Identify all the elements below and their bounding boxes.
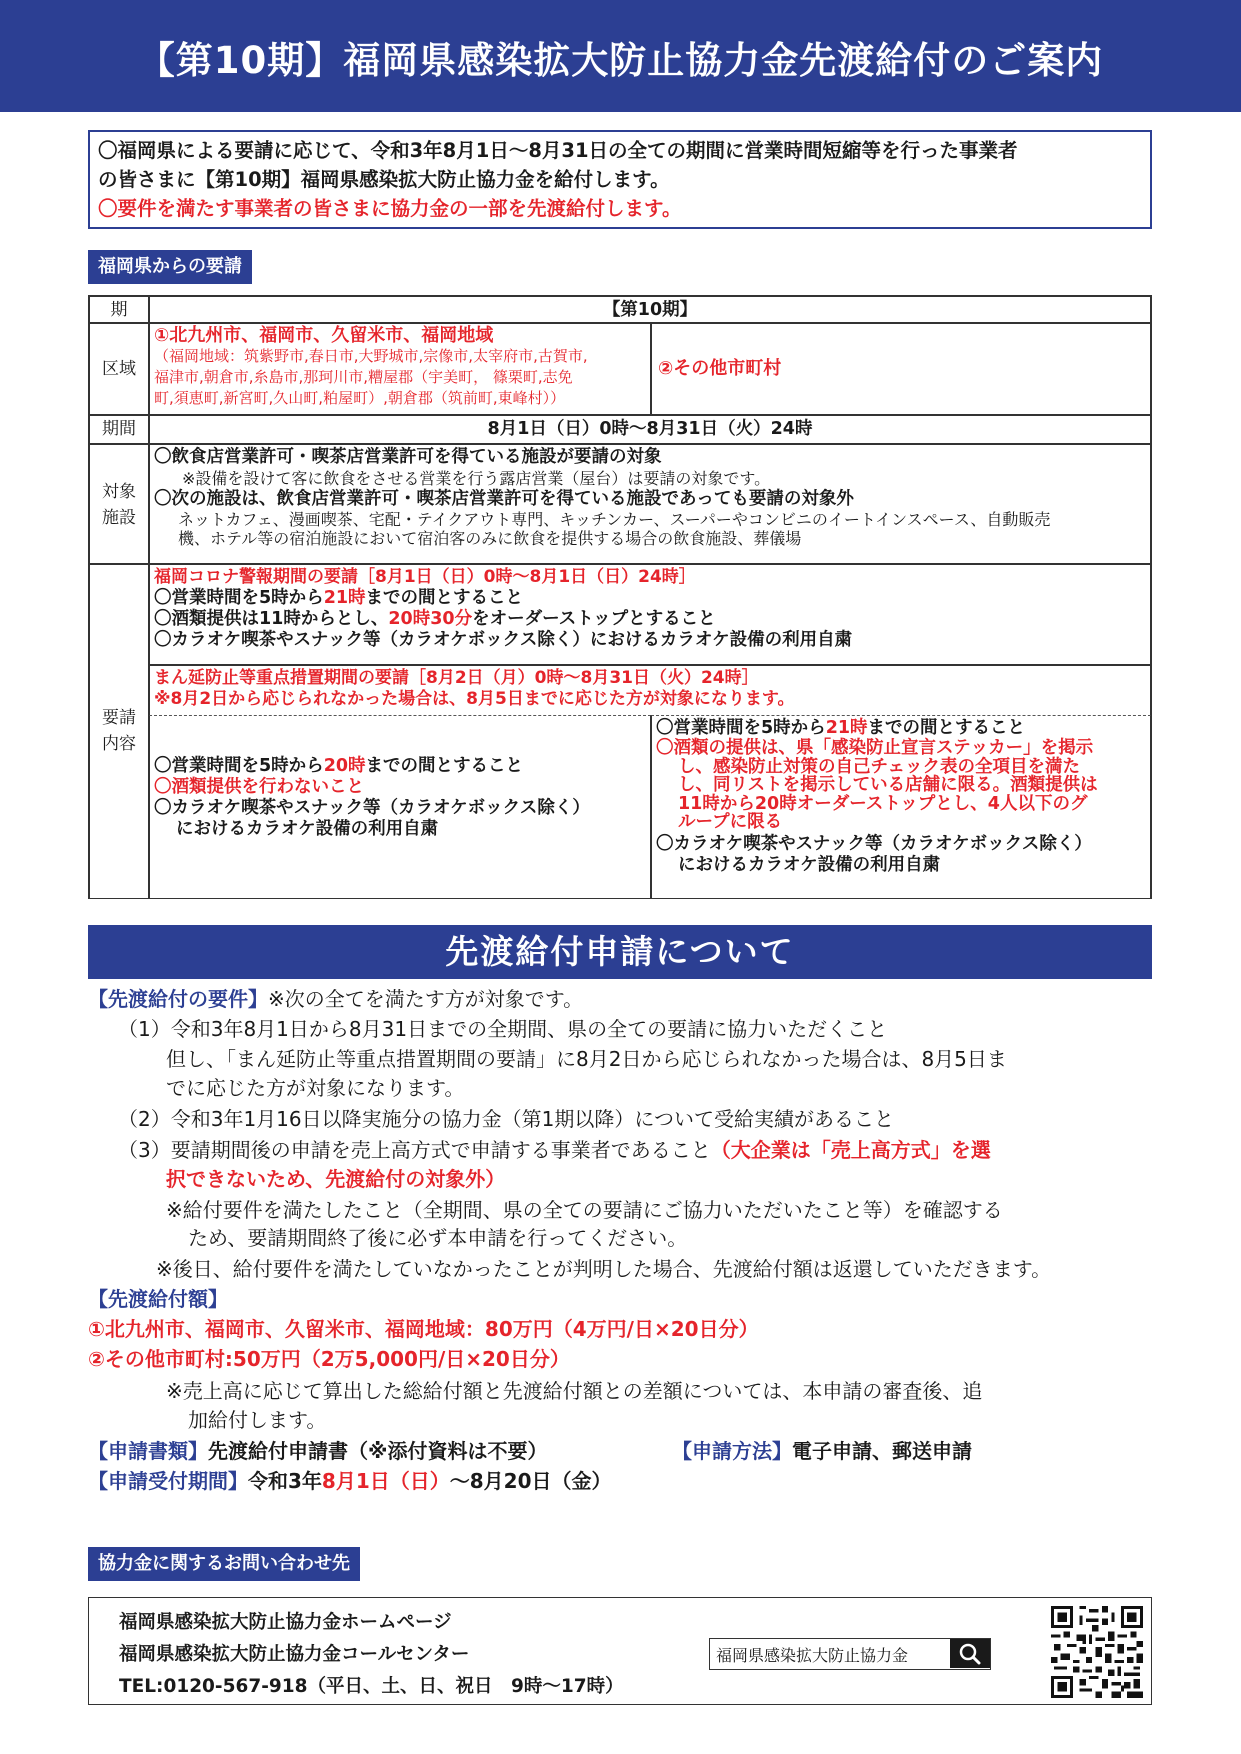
manen-right-line-1-b: 21時 — [825, 718, 868, 738]
manen-area-2-cell — [651, 715, 1151, 899]
corona-line-2-b: 20時30分 — [388, 609, 473, 629]
manen-right-line-6: ループに限る — [678, 812, 783, 832]
requirements-heading: 【先渡給付の要件】 — [88, 987, 268, 1011]
manen-title: まん延防止等重点措置期間の要請［8月2日（月）0時～8月31日（火）24時］ — [154, 668, 759, 688]
requirement-note-2: ※後日、給付要件を満たしていなかったことが判明した場合、先渡給付額は返還していただきます。 — [156, 1257, 1052, 1281]
search-box[interactable] — [709, 1638, 991, 1670]
corona-line-1-c: までの間とすること — [365, 588, 524, 608]
manen-right-line-8: におけるカラオケ設備の利用自粛 — [678, 854, 941, 875]
manen-right-line-2: 〇酒類の提供は、県「感染防止宣言ステッカー」を掲示 — [656, 738, 1094, 758]
area-1-line-1: （福岡地域：筑紫野市,春日市,大野城市,宗像市,太宰府市,古賀市, — [154, 347, 588, 365]
manen-left-line-1-a: 〇営業時間を5時から — [154, 756, 324, 776]
target-label-2: 施設 — [102, 508, 136, 528]
manen-right-line-1-c: までの間とすること — [867, 718, 1026, 738]
area-1-line-3: 町,須恵町,新宮町,久山町,粕屋町）,朝倉郡（筑前町,東峰村）） — [154, 389, 566, 407]
corona-line-1 — [154, 588, 1146, 609]
contact-box — [88, 1597, 1152, 1705]
header-bar — [0, 0, 1241, 112]
manen-left-line-1-c: までの間とすること — [365, 756, 524, 776]
amount-2: ②その他市町村:50万円（2万5,000円/日×20日分） — [88, 1347, 570, 1371]
corona-line-1-a: 〇営業時間を5時から — [154, 588, 324, 608]
contact-callcenter: 福岡県感染拡大防止協力金コールセンター — [119, 1644, 470, 1665]
manen-left-line-2: 〇酒類提供を行わないこと — [154, 777, 364, 797]
intro-box — [88, 130, 1152, 229]
target-line-2: ※設備を設けて客に飲食をさせる営業を行う露店営業（屋台）は要請の対象です。 — [182, 469, 771, 488]
target-line-1: 〇飲食店営業許可・喫茶店営業許可を得ている施設が要請の対象 — [154, 447, 662, 467]
page-title: 【第10期】福岡県感染拡大防止協力金先渡給付のご案内 — [137, 39, 1104, 82]
contact-tel[interactable]: TEL:0120-567-918（平日、土、日、祝日 9時～17時） — [119, 1676, 624, 1697]
amount-note-line-1: ※売上高に応じて算出した総給付額と先渡給付額との差額については、本申請の審査後、追 — [166, 1379, 983, 1403]
requirement-note-1-line-1: ※給付要件を満たしたこと（全期間、県の全ての要請にご協力いただいたこと等）を確認する — [166, 1198, 1003, 1222]
requirement-3-b: （大企業は「売上高方式」を選 — [710, 1138, 991, 1162]
method-heading: 【申請方法】 — [672, 1439, 792, 1463]
target-cell — [149, 444, 1151, 564]
target-line-3: 〇次の施設は、飲食店営業許可・喫茶店営業許可を得ている施設であっても要請の対象外 — [154, 489, 854, 509]
corona-line-2 — [154, 609, 1146, 630]
term-value: 8月1日（日）0時～8月31日（火）24時 — [149, 415, 1151, 444]
area-2-cell: ②その他市町村 — [651, 323, 1151, 415]
manen-title-cell — [149, 665, 1151, 715]
manen-right-line-5: 11時から20時オーダーストップとし、4人以下のグ — [678, 793, 1088, 814]
target-line-4: ネットカフェ、漫画喫茶、宅配・テイクアウト専門、キッチンカー、スーパーやコンビニのイートインスペース、自動販売 — [178, 510, 1051, 529]
amount-heading: 【先渡給付額】 — [88, 1287, 228, 1311]
area-1-title: ①北九州市、福岡市、久留米市、福岡地域 — [154, 325, 494, 346]
intro-line-1: 〇福岡県による要請に応じて、令和3年8月1日～8月31日の全ての期間に営業時間短縮等を行った事業者 — [98, 139, 1018, 162]
manen-right-line-1 — [656, 718, 1146, 739]
method-value: 電子申請、郵送申請 — [792, 1439, 972, 1463]
manen-right-line-7: 〇カラオケ喫茶やスナック等（カラオケボックス除く） — [656, 833, 1092, 854]
application-period-b: 8月1日（日） — [321, 1469, 450, 1493]
area-label: 区域 — [89, 323, 149, 415]
corona-line-1-b: 21時 — [323, 588, 366, 608]
requirement-1-note-2: でに応じた方が対象になります。 — [166, 1076, 465, 1100]
corona-title: 福岡コロナ警報期間の要請［8月1日（日）0時～8月1日（日）24時］ — [154, 567, 696, 587]
requirement-1: （1）令和3年8月1日から8月31日までの全期間、県の全ての要請に協力いただくこと — [118, 1017, 888, 1041]
contact-section-label: 協力金に関するお問い合わせ先 — [88, 1547, 360, 1581]
period-value: 【第10期】 — [149, 296, 1151, 323]
application-period-a: 令和3年 — [248, 1469, 322, 1493]
manen-right-line-3: し、感染防止対策の自己チェック表の全項目を満た — [678, 756, 1080, 777]
manen-area-1-cell — [149, 715, 651, 899]
intro-line-3: 〇要件を満たす事業者の皆さまに協力金の一部を先渡給付します。 — [98, 197, 682, 220]
search-button[interactable] — [950, 1639, 990, 1668]
advance-section-banner: 先渡給付申請について — [88, 925, 1152, 979]
requirement-3-c: 択できないため、先渡給付の対象外） — [166, 1167, 506, 1191]
manen-right-line-4: し、同リストを掲示している店舗に限る。酒類提供は — [678, 775, 1098, 795]
docs-value: 先渡給付申請書（※添付資料は不要） — [208, 1439, 548, 1463]
period-label: 期 — [89, 296, 149, 323]
manen-left-line-1-b: 20時 — [323, 756, 366, 776]
search-icon — [950, 1639, 990, 1668]
request-content-label-1: 要請 — [102, 708, 136, 728]
manen-right-line-1-a: 〇営業時間を5時から — [656, 718, 826, 738]
contact-homepage[interactable]: 福岡県感染拡大防止協力金ホームページ — [119, 1612, 452, 1633]
corona-line-2-a: 〇酒類提供は11時からとし、 — [154, 609, 389, 629]
target-label — [89, 444, 149, 564]
requirement-3-a: （3）要請期間後の申請を売上高方式で申請する事業者であること — [118, 1138, 711, 1162]
amount-note-line-2: 加給付します。 — [188, 1408, 327, 1432]
manen-left-line-1 — [154, 756, 646, 777]
search-text: 福岡県感染拡大防止協力金 — [716, 1646, 909, 1665]
target-label-1: 対象 — [102, 482, 136, 502]
qr-code-icon[interactable] — [1051, 1606, 1143, 1698]
corona-line-2-c: をオーダーストップとすること — [472, 609, 716, 629]
application-period-heading: 【申請受付期間】 — [88, 1469, 248, 1493]
manen-note: ※8月2日から応じられなかった場合は、8月5日までに応じた方が対象になります。 — [154, 689, 795, 709]
amount-1: ①北九州市、福岡市、久留米市、福岡地域：80万円（4万円/日×20日分） — [88, 1317, 759, 1341]
area-1-cell — [149, 323, 651, 415]
request-section-label: 福岡県からの要請 — [88, 250, 252, 284]
application-period-c: ～8月20日（金） — [449, 1469, 612, 1493]
docs-heading: 【申請書類】 — [88, 1439, 208, 1463]
intro-line-2: の皆さまに【第10期】福岡県感染拡大防止協力金を給付します。 — [98, 168, 670, 191]
term-label: 期間 — [89, 415, 149, 444]
area-1-line-2: 福津市,朝倉市,糸島市,那珂川市,糟屋郡（宇美町， 篠栗町,志免 — [154, 368, 573, 386]
corona-line-3: 〇カラオケ喫茶やスナック等（カラオケボックス除く）におけるカラオケ設備の利用自粛 — [154, 630, 853, 650]
request-content-label — [89, 564, 149, 899]
manen-left-line-3: 〇カラオケ喫茶やスナック等（カラオケボックス除く） — [154, 798, 590, 818]
corona-alert-cell — [149, 564, 1151, 665]
manen-left-line-4: におけるカラオケ設備の利用自粛 — [176, 819, 439, 839]
request-table — [88, 295, 1152, 899]
requirement-2: （2）令和3年1月16日以降実施分の協力金（第1期以降）について受給実績があること — [118, 1107, 894, 1131]
requirements-intro: ※次の全てを満たす方が対象です。 — [268, 987, 584, 1011]
request-content-label-2: 内容 — [102, 734, 136, 754]
requirement-1-note-1: 但し、「まん延防止等重点措置期間の要請」に8月2日から応じられなかった場合は、8月5日ま — [166, 1047, 1007, 1071]
requirement-note-1-line-2: ため、要請期間終了後に必ず本申請を行ってください。 — [188, 1226, 688, 1250]
target-line-5: 機、ホテル等の宿泊施設において宿泊客のみに飲食を提供する場合の飲食施設、葬儀場 — [178, 529, 802, 548]
